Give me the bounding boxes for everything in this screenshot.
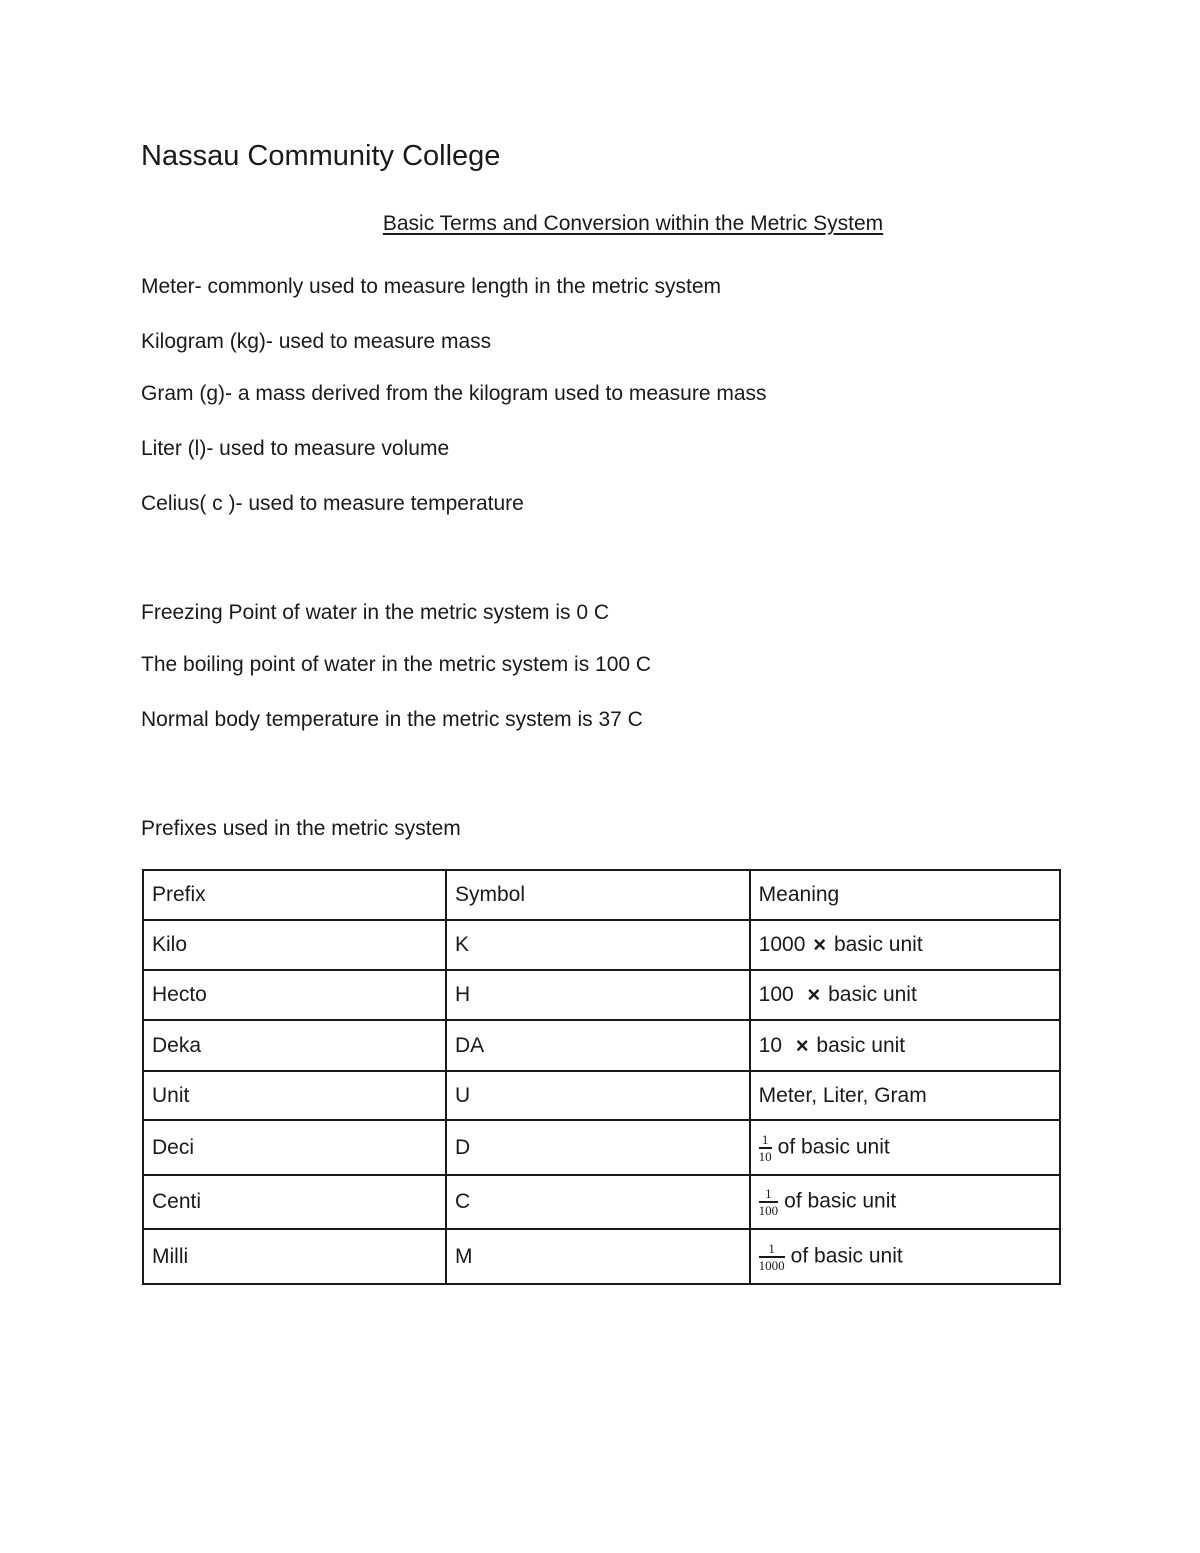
row-symbol: C <box>446 1175 750 1229</box>
row-symbol: DA <box>446 1020 750 1071</box>
definition-gram: Gram (g)- a mass derived from the kilogram used to measure mass <box>141 382 767 405</box>
fraction-numerator: 1 <box>759 1133 772 1149</box>
definition-kilogram: Kilogram (kg)- used to measure mass <box>141 330 492 353</box>
table-row <box>143 920 1060 970</box>
row-symbol: M <box>446 1229 750 1284</box>
meaning-text: of basic unit <box>790 1244 903 1268</box>
definition-liter: Liter (l)- used to measure volume <box>141 437 450 460</box>
table-row <box>143 1175 1060 1229</box>
row-meaning <box>750 1175 1060 1229</box>
definition-meter: Meter- commonly used to measure length in the metric system <box>141 275 722 298</box>
meaning-text: basic unit <box>828 983 917 1006</box>
fact-boiling-point: The boiling point of water in the metric system is 100 C <box>141 653 652 676</box>
fact-freezing-point: Freezing Point of water in the metric system is 0 C <box>141 601 609 624</box>
row-prefix: Centi <box>143 1175 446 1229</box>
fact-body-temperature: Normal body temperature in the metric system is 37 C <box>141 708 643 731</box>
fraction <box>759 1242 785 1272</box>
row-meaning <box>750 970 1060 1020</box>
times-icon: × <box>795 1032 809 1058</box>
page-title: Nassau Community College <box>141 140 501 172</box>
meaning-text: of basic unit <box>777 1135 890 1159</box>
times-icon: × <box>807 982 821 1008</box>
row-meaning <box>750 1020 1060 1071</box>
row-symbol: H <box>446 970 750 1020</box>
row-prefix: Hecto <box>143 970 446 1020</box>
header-symbol: Symbol <box>446 870 750 920</box>
fraction-numerator: 1 <box>759 1242 785 1258</box>
meaning-text: basic unit <box>833 933 923 956</box>
fraction <box>759 1133 772 1163</box>
fraction <box>759 1187 779 1217</box>
table-row <box>143 1229 1060 1284</box>
row-symbol: K <box>446 920 750 970</box>
meaning-factor: 10 <box>758 1033 783 1057</box>
times-icon: × <box>813 932 827 958</box>
fraction-denominator: 1000 <box>758 1257 785 1273</box>
row-meaning <box>750 920 1060 970</box>
table-header-row <box>143 870 1060 920</box>
document-subtitle: Basic Terms and Conversion within the Metric System <box>382 212 884 235</box>
prefixes-heading: Prefixes used in the metric system <box>141 817 461 840</box>
prefix-table <box>142 869 1061 1285</box>
meaning-factor: 1000 <box>758 933 806 956</box>
table-row <box>143 1071 1060 1120</box>
row-symbol: D <box>446 1120 750 1175</box>
meaning-text: basic unit <box>816 1033 906 1057</box>
fraction-denominator: 100 <box>758 1203 779 1218</box>
fraction-denominator: 10 <box>758 1148 772 1164</box>
table-row <box>143 1120 1060 1175</box>
row-prefix: Kilo <box>143 920 446 970</box>
row-meaning <box>750 1120 1060 1175</box>
table-row <box>143 1020 1060 1071</box>
row-prefix: Unit <box>143 1071 446 1120</box>
row-meaning <box>750 1229 1060 1284</box>
fraction-numerator: 1 <box>759 1187 779 1203</box>
meaning-text: of basic unit <box>784 1189 897 1213</box>
table-row <box>143 970 1060 1020</box>
header-prefix: Prefix <box>143 870 446 920</box>
row-prefix: Milli <box>143 1229 446 1284</box>
meaning-factor: 100 <box>758 983 794 1006</box>
row-symbol: U <box>446 1071 750 1120</box>
row-meaning: Meter, Liter, Gram <box>750 1071 1060 1120</box>
row-prefix: Deci <box>143 1120 446 1175</box>
row-prefix: Deka <box>143 1020 446 1071</box>
definition-celsius: Celius( c )- used to measure temperature <box>141 492 524 515</box>
header-meaning: Meaning <box>750 870 1060 920</box>
